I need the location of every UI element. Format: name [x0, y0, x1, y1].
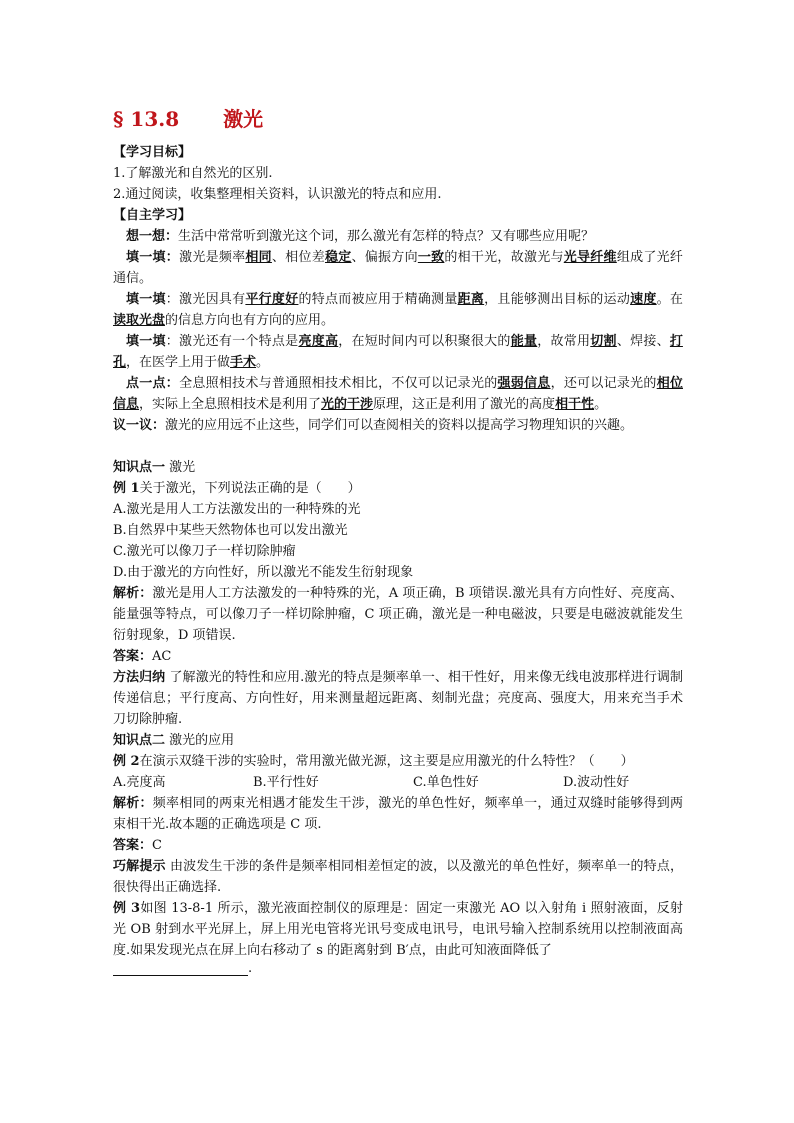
think-text: 生活中常常听到激光这个词，那么激光有怎样的特点？又有哪些应用呢？ [178, 229, 595, 244]
ex3-question-text: 如图 13-8-1 所示，激光液面控制仪的原理是：固定一束激光 AO 以入射角 i 照射液面，反射光 OB 射到水平光屏上，屏上用光电管将光讯号变成电讯号，电讯号输入控制系统用以控制液面高度.如果发现光点在屏上向右移动了 s 的距离射到 B′点，由此可知液面降低了 [113, 901, 683, 958]
point-keyword: 相干性 [555, 397, 595, 412]
ex2-tip-label: 巧解提示 [113, 859, 166, 874]
discuss-paragraph [113, 415, 683, 436]
ex1-option-b: B.自然界中某些天然物体也可以发出激光 [113, 523, 348, 538]
self-study-heading: 【自主学习】 [113, 208, 192, 223]
ex3-end-mark: . [248, 961, 253, 976]
fill3-text: ，故常用 [537, 334, 591, 349]
ex1-option-a: A.激光是用人工方法激发出的一种特殊的光 [113, 502, 361, 517]
fill1-text: 组成了光纤通信。 [113, 250, 683, 286]
kp1-label: 知识点一 [113, 460, 166, 475]
fill2-text: 的信息方向也有方向的应用。 [165, 313, 335, 328]
example-1-question [113, 478, 683, 499]
point-keyword: 相位信息 [113, 376, 683, 412]
ex1-method-label: 方法归纳 [113, 670, 166, 685]
point-text: ，还可以记录光的 [550, 376, 657, 391]
discuss-label: 议一议： [113, 418, 166, 433]
goals-heading: 【学习目标】 [113, 145, 192, 160]
fill3-text: ：激光还有一个特点是 [165, 334, 299, 349]
knowledge-point-2 [113, 730, 683, 751]
fill1-text: 、相位差 [271, 250, 325, 265]
ex2-option-c: C.单色性好 [413, 775, 479, 790]
knowledge-point-1 [113, 457, 683, 478]
fill2-text: 的特点而被应用于精确测量 [298, 292, 458, 307]
think-paragraph [113, 226, 683, 247]
fill2-keyword: 平行度好 [245, 292, 299, 307]
fill3-keyword: 切割 [590, 334, 617, 349]
point-text: ，实际上全息照相技术是利用了 [139, 397, 322, 412]
ex1-method-text: 了解激光的特性和应用.激光的特点是频率单一、相干性好，用来像无线电波那样进行调制传递信息；平行度高、方向性好，用来测量超远距离、刻制光盘；亮度高、强度大，用来充当手术刀切除肿瘤. [113, 670, 683, 727]
fill2-keyword: 距离 [457, 292, 485, 307]
ex2-option-d: D.波动性好 [563, 775, 630, 790]
fill3-text: ，在短时间内可以积聚很大的 [338, 334, 511, 349]
example-2-question [113, 751, 683, 772]
fill2-text: 。在 [656, 292, 683, 307]
point-keyword: 光的干涉 [321, 397, 374, 412]
point-text: 。 [594, 397, 608, 412]
ex1-question-text: 关于激光，下列说法正确的是（ ） [139, 481, 361, 496]
ex3-answer-blank-row [113, 961, 683, 976]
ex2-answer [113, 835, 683, 856]
ex2-answer-text: C [152, 838, 162, 853]
example-3-question [113, 898, 683, 961]
ex2-analysis-label: 解析： [113, 796, 153, 811]
ex2-tip [113, 856, 683, 898]
section-number: § 13.8 [113, 107, 180, 131]
fill2-paragraph [113, 289, 683, 331]
kp2-label: 知识点二 [113, 733, 166, 748]
fill2-text: ：激光因具有 [165, 292, 246, 307]
fill3-keyword: 能量 [510, 334, 538, 349]
fill2-text: ，且能够测出目标的运动 [484, 292, 631, 307]
fill3-text: 。 [256, 355, 270, 370]
ex2-tip-text: 由波发生干涉的条件是频率相同相差恒定的波，以及激光的单色性好，频率单一的特点，很快得出正确选择. [113, 859, 683, 895]
fill1-label: 填一填： [126, 250, 180, 265]
point-text: 原理，这正是利用了激光的高度 [373, 397, 556, 412]
fill1-keyword: 稳定 [324, 250, 352, 265]
fill3-label: 填一填 [126, 334, 166, 349]
kp1-name: 激光 [169, 460, 196, 475]
ex1-answer-text: AC [152, 649, 172, 664]
fill1-text: 、偏振方向 [351, 250, 418, 265]
point-label: 点一点： [126, 376, 180, 391]
fill3-keyword: 亮度高 [298, 334, 339, 349]
kp2-name: 激光的应用 [169, 733, 235, 748]
fill2-keyword: 速度 [630, 292, 657, 307]
ex1-label: 例 1 [113, 481, 140, 496]
discuss-text: 激光的应用远不止这些，同学们可以查阅相关的资料以提高学习物理知识的兴趣。 [165, 418, 634, 433]
fill3-keyword: 手术 [230, 355, 257, 370]
ex1-answer-label: 答案： [113, 649, 153, 664]
fill1-keyword: 相同 [245, 250, 272, 265]
ex2-label: 例 2 [113, 754, 140, 769]
section-name: 激光 [223, 107, 264, 131]
fill1-keyword: 一致 [417, 250, 445, 265]
ex2-question-text: 在演示双缝干涉的实验时，常用激光做光源，这主要是应用激光的什么特性？（ ） [139, 754, 634, 769]
point-text: 全息照相技术与普通照相技术相比，不仅可以记录光的 [179, 376, 498, 391]
answer-blank [113, 975, 248, 976]
fill1-text: 激光是频率 [179, 250, 246, 265]
ex2-option-b: B.平行性好 [253, 775, 319, 790]
document-content [113, 103, 683, 976]
fill1-keyword: 光导纤维 [563, 250, 617, 265]
ex1-analysis-label: 解析： [113, 586, 153, 601]
ex1-answer [113, 646, 683, 667]
ex1-option-d: D.由于激光的方向性好，所以激光不能发生衍射现象 [113, 565, 414, 580]
ex2-option-a: A.亮度高 [113, 775, 166, 790]
ex2-analysis [113, 793, 683, 835]
ex2-analysis-text: 频率相同的两束光相遇才能发生干涉，激光的单色性好，频率单一，通过双缝时能够得到两束相干光.故本题的正确选项是 C 项. [113, 796, 683, 832]
point-keyword: 强弱信息 [497, 376, 551, 391]
ex1-option-c: C.激光可以像刀子一样切除肿瘤 [113, 544, 296, 559]
ex1-method [113, 667, 683, 730]
fill3-text: ，在医学上用于做 [126, 355, 231, 370]
think-label: 想一想： [126, 229, 179, 244]
fill1-paragraph [113, 247, 683, 289]
fill2-keyword: 读取光盘 [113, 313, 166, 328]
goal-item-1: 1.了解激光和自然光的区别. [113, 166, 273, 181]
fill1-text: 的相干光，故激光与 [444, 250, 564, 265]
spacer [113, 436, 683, 457]
ex2-options [113, 772, 683, 793]
page-title [113, 103, 683, 132]
goal-item-2: 2.通过阅读，收集整理相关资料，认识激光的特点和应用. [113, 187, 442, 202]
ex1-analysis-text: 激光是用人工方法激发的一种特殊的光，A 项正确，B 项错误.激光具有方向性好、亮度高、能量强等特点，可以像刀子一样切除肿瘤，C 项正确，激光是一种电磁波，只要是电磁波就能发生衍射现象，D 项错误. [113, 586, 683, 643]
fill3-keyword: 打孔 [113, 334, 683, 370]
ex3-label: 例 3 [113, 901, 141, 916]
ex1-analysis [113, 583, 683, 646]
fill3-text: 、焊接、 [616, 334, 670, 349]
point-paragraph [113, 373, 683, 415]
ex2-answer-label: 答案： [113, 838, 153, 853]
fill2-label: 填一填 [126, 292, 166, 307]
fill3-paragraph [113, 331, 683, 373]
